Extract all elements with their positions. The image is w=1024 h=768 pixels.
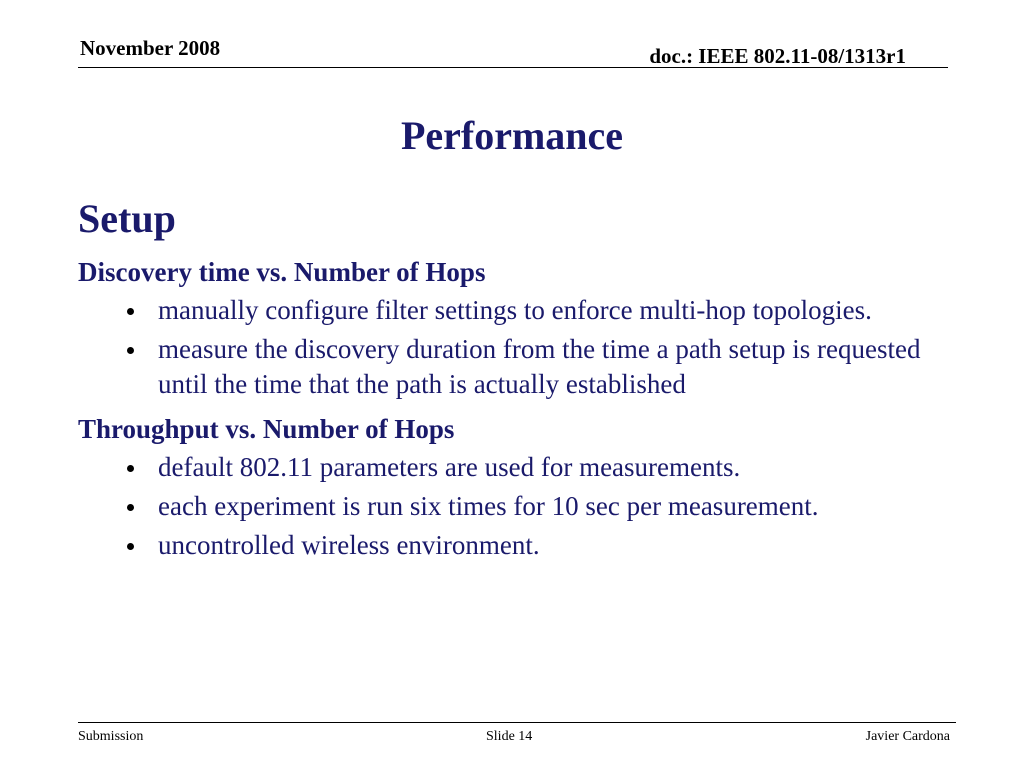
bullet-text: measure the discovery duration from the time a path setup is requested until the time that the path is actually established [158, 334, 921, 399]
header-date: November 2008 [80, 36, 221, 60]
bullet-list-throughput [78, 450, 938, 563]
bullet-text: each experiment is run six times for 10 sec per measurement. [158, 491, 819, 521]
header-doc-id: doc.: IEEE 802.11-08/1313r1 [649, 44, 906, 68]
list-item [78, 293, 938, 328]
bullet-text: default 802.11 parameters are used for measurements. [158, 452, 741, 482]
list-item [78, 528, 938, 563]
bullet-list-discovery [78, 293, 938, 402]
bullet-icon [127, 308, 134, 315]
header-rule [78, 67, 948, 68]
bullet-text: uncontrolled wireless environment. [158, 530, 540, 560]
setup-heading: Setup [78, 196, 176, 241]
list-item [78, 489, 938, 524]
footer-author: Javier Cardona [865, 729, 950, 744]
list-item [78, 332, 938, 402]
bullet-text: manually configure filter settings to enforce multi-hop topologies. [158, 295, 872, 325]
bullet-icon [127, 347, 134, 354]
bullet-icon [127, 504, 134, 511]
slide-body [78, 193, 938, 563]
footer-rule [78, 722, 956, 723]
list-item [78, 450, 938, 485]
slide-title: Performance [400, 113, 624, 158]
section-title-throughput: Throughput vs. Number of Hops [78, 414, 455, 444]
bullet-icon [127, 543, 134, 550]
footer-submission: Submission [78, 729, 144, 744]
footer-slide-number: Slide 14 [486, 729, 533, 744]
bullet-icon [127, 465, 134, 472]
section-title-discovery: Discovery time vs. Number of Hops [78, 257, 486, 287]
